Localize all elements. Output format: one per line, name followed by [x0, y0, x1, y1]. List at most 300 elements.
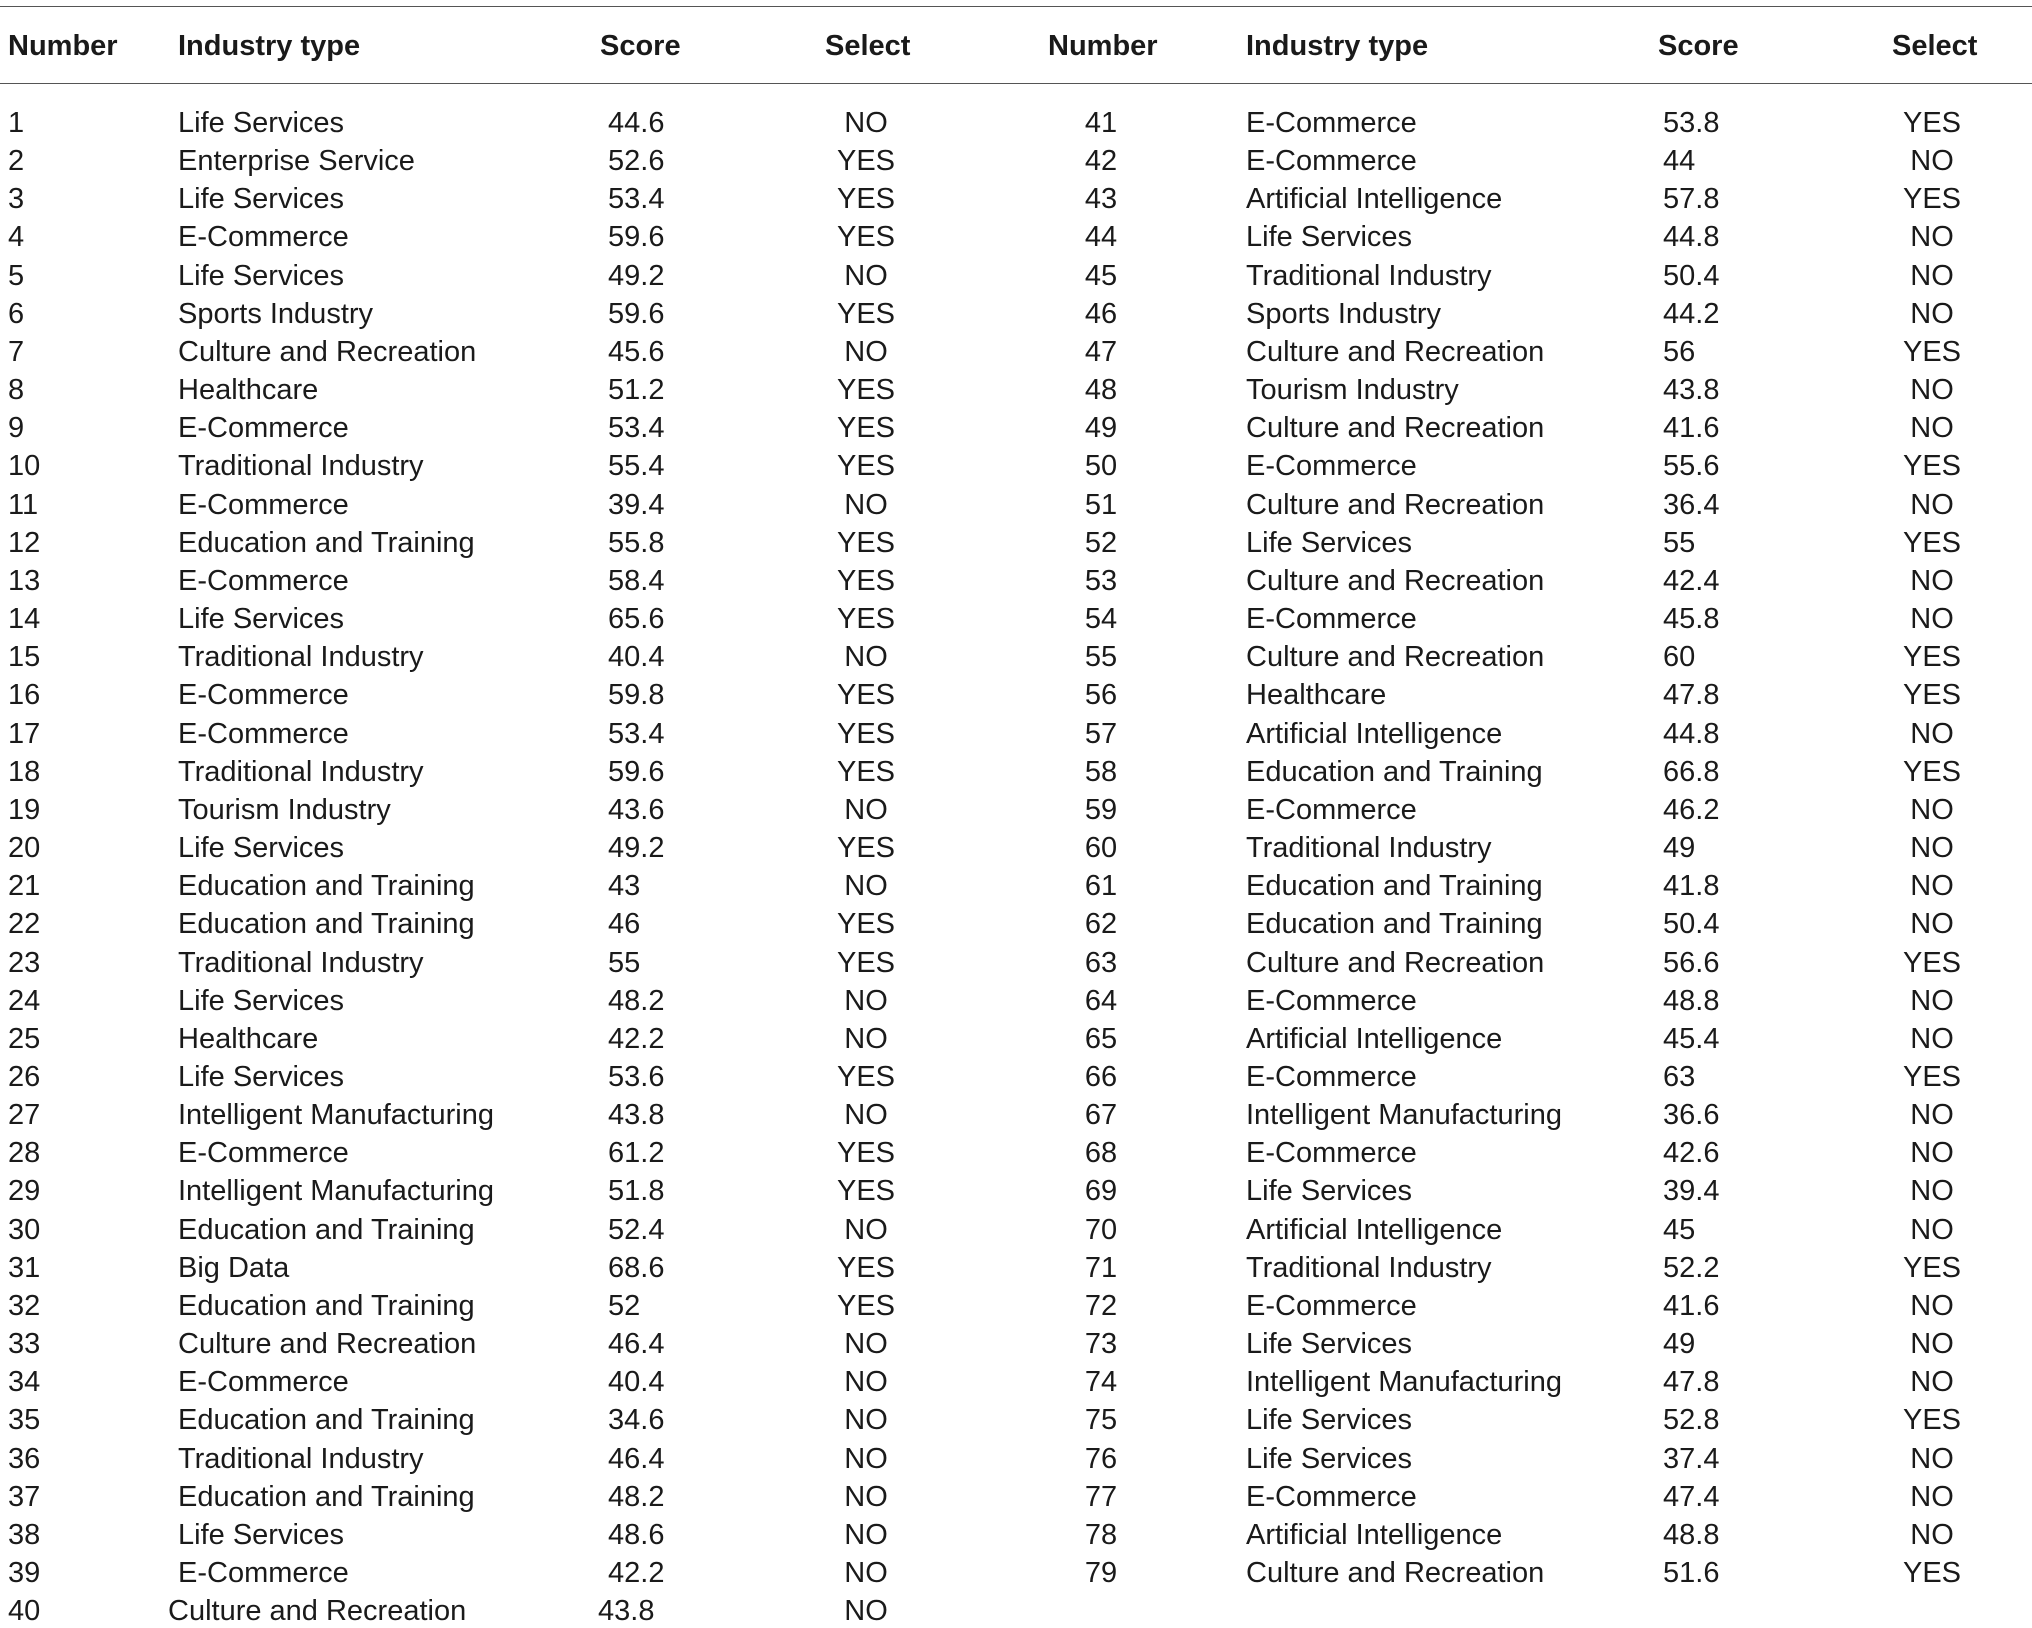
row-industry-type: Artificial Intelligence [1246, 717, 1503, 750]
row-number: 23 [8, 946, 41, 979]
row-number: 34 [8, 1366, 41, 1399]
row-industry-type: Traditional Industry [178, 641, 424, 674]
row-industry-type: Big Data [178, 1251, 290, 1284]
row-select: YES [836, 946, 896, 979]
row-industry-type: Artificial Intelligence [1246, 1518, 1503, 1551]
row-score: 55 [608, 946, 641, 979]
header-number-right: Number [1048, 30, 1158, 62]
row-number: 70 [1084, 1213, 1118, 1246]
row-select: NO [1910, 717, 1954, 750]
row-select: YES [836, 412, 896, 445]
row-select: NO [844, 488, 888, 521]
row-industry-type: Culture and Recreation [178, 335, 477, 368]
row-number: 29 [8, 1175, 41, 1208]
row-select: YES [836, 1137, 896, 1170]
row-number: 16 [8, 679, 41, 712]
row-score: 40.4 [608, 641, 665, 674]
row-score: 48.8 [1663, 984, 1720, 1017]
row-score: 46.2 [1663, 793, 1720, 826]
row-select: YES [836, 832, 896, 865]
row-number: 32 [8, 1289, 41, 1322]
row-score: 66.8 [1663, 755, 1720, 788]
row-select: NO [1910, 1175, 1954, 1208]
row-score: 41.6 [1663, 412, 1720, 445]
row-number: 33 [8, 1328, 41, 1361]
row-score: 53.4 [608, 183, 665, 216]
row-score: 59.6 [608, 755, 665, 788]
row-industry-type: E-Commerce [1246, 1137, 1417, 1170]
row-industry-type: E-Commerce [1246, 603, 1417, 636]
row-select: NO [844, 1480, 888, 1513]
row-industry-type: Culture and Recreation [1246, 564, 1545, 597]
row-score: 48.2 [608, 984, 665, 1017]
row-industry-type: E-Commerce [178, 1366, 349, 1399]
row-number: 46 [1084, 297, 1118, 330]
row-score: 47.8 [1663, 1366, 1720, 1399]
row-select: NO [844, 793, 888, 826]
row-number: 25 [8, 1022, 41, 1055]
row-industry-type: E-Commerce [1246, 145, 1417, 178]
row-score: 60 [1663, 641, 1696, 674]
row-select: NO [844, 107, 888, 139]
row-score: 34.6 [608, 1404, 665, 1437]
row-industry-type: Life Services [178, 107, 345, 139]
row-select: NO [1910, 793, 1954, 826]
row-number: 72 [1084, 1289, 1118, 1322]
row-select: YES [836, 1061, 896, 1093]
row-select: YES [836, 755, 896, 788]
row-industry-type: Artificial Intelligence [1246, 183, 1503, 216]
row-number: 48 [1084, 374, 1118, 407]
row-select: YES [836, 679, 896, 712]
row-score: 36.6 [1663, 1099, 1720, 1132]
row-number: 37 [8, 1480, 41, 1513]
row-score: 65.6 [608, 603, 665, 636]
row-score: 43.6 [608, 793, 665, 826]
row-industry-type: Education and Training [1246, 755, 1543, 788]
table-header-rule [0, 83, 2032, 84]
row-select: NO [1910, 1213, 1954, 1246]
row-select: YES [1902, 1251, 1962, 1284]
row-score: 43.8 [1663, 374, 1720, 407]
row-number: 20 [8, 832, 41, 865]
row-industry-type: E-Commerce [178, 412, 349, 445]
header-score-left: Score [600, 30, 681, 62]
row-number: 62 [1084, 908, 1118, 941]
row-number: 2 [8, 145, 25, 178]
row-select: NO [844, 1518, 888, 1551]
row-select: YES [836, 564, 896, 597]
row-industry-type: Culture and Recreation [1246, 641, 1545, 674]
row-industry-type: Artificial Intelligence [1246, 1022, 1503, 1055]
row-score: 43.8 [598, 1595, 655, 1628]
row-score: 56 [1663, 335, 1696, 368]
row-industry-type: E-Commerce [1246, 793, 1417, 826]
row-score: 59.6 [608, 297, 665, 330]
row-industry-type: Life Services [178, 259, 345, 292]
row-score: 47.8 [1663, 679, 1720, 712]
row-select: NO [844, 1404, 888, 1437]
row-score: 46.4 [608, 1442, 665, 1475]
row-number: 75 [1084, 1404, 1118, 1437]
row-industry-type: E-Commerce [1246, 984, 1417, 1017]
row-score: 51.6 [1663, 1557, 1720, 1590]
row-score: 46.4 [608, 1328, 665, 1361]
row-score: 44.8 [1663, 717, 1720, 750]
row-industry-type: Life Services [1246, 526, 1413, 559]
row-score: 50.4 [1663, 908, 1720, 941]
row-number: 5 [8, 259, 25, 292]
row-number: 18 [8, 755, 41, 788]
row-score: 44.6 [608, 107, 665, 139]
row-score: 45.4 [1663, 1022, 1720, 1055]
row-score: 49.2 [608, 832, 665, 865]
row-score: 39.4 [1663, 1175, 1720, 1208]
row-number: 26 [8, 1061, 41, 1093]
row-industry-type: E-Commerce [178, 717, 349, 750]
row-number: 43 [1084, 183, 1118, 216]
row-select: YES [1902, 946, 1962, 979]
row-select: YES [836, 145, 896, 178]
row-score: 45.6 [608, 335, 665, 368]
row-select: YES [836, 183, 896, 216]
row-industry-type: Life Services [1246, 1442, 1413, 1475]
row-select: YES [836, 603, 896, 636]
row-industry-type: Life Services [1246, 1175, 1413, 1208]
row-industry-type: E-Commerce [178, 679, 349, 712]
row-industry-type: Education and Training [178, 526, 475, 559]
row-industry-type: Life Services [178, 603, 345, 636]
row-number: 59 [1084, 793, 1118, 826]
row-score: 51.2 [608, 374, 665, 407]
row-number: 8 [8, 374, 25, 407]
row-score: 45 [1663, 1213, 1696, 1246]
row-industry-type: Life Services [1246, 221, 1413, 254]
row-select: NO [1910, 412, 1954, 445]
row-number: 21 [8, 870, 41, 903]
row-select: NO [844, 1022, 888, 1055]
row-select: NO [844, 1213, 888, 1246]
row-select: NO [1910, 603, 1954, 636]
row-score: 44 [1663, 145, 1696, 178]
header-number-left: Number [8, 30, 118, 62]
row-industry-type: Tourism Industry [1246, 374, 1459, 407]
row-score: 49.2 [608, 259, 665, 292]
row-select: NO [1910, 1328, 1954, 1361]
row-score: 48.6 [608, 1518, 665, 1551]
row-industry-type: E-Commerce [1246, 1061, 1417, 1093]
row-score: 55.4 [608, 450, 665, 483]
row-industry-type: Education and Training [178, 1289, 475, 1322]
row-select: YES [836, 717, 896, 750]
row-industry-type: E-Commerce [178, 1557, 349, 1590]
row-select: NO [1910, 1137, 1954, 1170]
row-select: YES [836, 450, 896, 483]
row-number: 28 [8, 1137, 41, 1170]
row-number: 30 [8, 1213, 41, 1246]
row-number: 35 [8, 1404, 41, 1437]
row-industry-type: Life Services [178, 832, 345, 865]
row-number: 45 [1084, 259, 1118, 292]
row-industry-type: Education and Training [178, 1480, 475, 1513]
row-score: 52.4 [608, 1213, 665, 1246]
row-select: YES [1902, 1404, 1962, 1437]
row-score: 41.6 [1663, 1289, 1720, 1322]
row-number: 55 [1084, 641, 1118, 674]
row-score: 55.8 [608, 526, 665, 559]
row-score: 55 [1663, 526, 1696, 559]
row-select: YES [836, 908, 896, 941]
row-score: 45.8 [1663, 603, 1720, 636]
row-number: 39 [8, 1557, 41, 1590]
row-select: NO [844, 1595, 888, 1628]
row-score: 42.2 [608, 1557, 665, 1590]
row-industry-type: Traditional Industry [1246, 832, 1492, 865]
row-select: NO [844, 1557, 888, 1590]
row-score: 48.2 [608, 1480, 665, 1513]
row-score: 46 [608, 908, 641, 941]
row-select: YES [1902, 183, 1962, 216]
row-number: 44 [1084, 221, 1118, 254]
row-score: 52 [608, 1289, 641, 1322]
row-industry-type: Culture and Recreation [178, 1328, 477, 1361]
row-score: 39.4 [608, 488, 665, 521]
row-select: YES [1902, 1061, 1962, 1093]
row-score: 51.8 [608, 1175, 665, 1208]
row-select: YES [1902, 641, 1962, 674]
row-score: 44.2 [1663, 297, 1720, 330]
row-score: 61.2 [608, 1137, 665, 1170]
row-industry-type: Culture and Recreation [1246, 946, 1545, 979]
row-number: 50 [1084, 450, 1118, 483]
row-industry-type: Sports Industry [1246, 297, 1442, 330]
row-score: 53.6 [608, 1061, 665, 1093]
row-industry-type: Enterprise Service [178, 145, 415, 178]
row-score: 52.6 [608, 145, 665, 178]
row-number: 27 [8, 1099, 41, 1132]
row-industry-type: Sports Industry [178, 297, 374, 330]
row-select: NO [844, 259, 888, 292]
row-industry-type: E-Commerce [178, 564, 349, 597]
row-number: 60 [1084, 832, 1118, 865]
row-score: 63 [1663, 1061, 1696, 1093]
row-score: 55.6 [1663, 450, 1720, 483]
row-number: 63 [1084, 946, 1118, 979]
row-score: 59.8 [608, 679, 665, 712]
row-number: 69 [1084, 1175, 1118, 1208]
row-number: 53 [1084, 564, 1118, 597]
row-number: 77 [1084, 1480, 1118, 1513]
row-select: YES [836, 1251, 896, 1284]
row-number: 61 [1084, 870, 1118, 903]
row-industry-type: Traditional Industry [178, 450, 424, 483]
row-select: NO [844, 641, 888, 674]
row-number: 49 [1084, 412, 1118, 445]
row-industry-type: Culture and Recreation [1246, 488, 1545, 521]
row-select: YES [836, 374, 896, 407]
row-number: 13 [8, 564, 41, 597]
row-number: 79 [1084, 1557, 1118, 1590]
row-score: 42.2 [608, 1022, 665, 1055]
row-score: 56.6 [1663, 946, 1720, 979]
row-select: YES [1902, 526, 1962, 559]
row-select: NO [1910, 1442, 1954, 1475]
row-number: 3 [8, 183, 25, 216]
row-industry-type: Traditional Industry [1246, 259, 1492, 292]
row-industry-type: E-Commerce [1246, 450, 1417, 483]
row-number: 68 [1084, 1137, 1118, 1170]
row-number: 6 [8, 297, 25, 330]
row-select: NO [1910, 1518, 1954, 1551]
row-number: 10 [8, 450, 41, 483]
row-number: 76 [1084, 1442, 1118, 1475]
row-select: NO [844, 984, 888, 1017]
row-number: 11 [8, 488, 39, 521]
row-select: YES [1902, 679, 1962, 712]
row-select: YES [836, 1175, 896, 1208]
row-industry-type: Healthcare [178, 374, 319, 407]
row-select: YES [836, 221, 896, 254]
row-industry-type: E-Commerce [178, 1137, 349, 1170]
row-industry-type: Traditional Industry [178, 946, 424, 979]
row-industry-type: Life Services [1246, 1404, 1413, 1437]
row-select: NO [1910, 1480, 1954, 1513]
row-industry-type: Life Services [178, 1061, 345, 1093]
row-select: NO [1910, 1099, 1954, 1132]
row-industry-type: Healthcare [178, 1022, 319, 1055]
row-select: NO [1910, 488, 1954, 521]
row-select: NO [1910, 908, 1954, 941]
row-select: NO [844, 335, 888, 368]
row-industry-type: Artificial Intelligence [1246, 1213, 1503, 1246]
header-select-left: Select [825, 30, 911, 62]
row-score: 50.4 [1663, 259, 1720, 292]
row-number: 9 [8, 412, 25, 445]
row-select: NO [1910, 221, 1954, 254]
row-score: 53.4 [608, 717, 665, 750]
row-industry-type: Life Services [178, 183, 345, 216]
row-select: NO [844, 870, 888, 903]
row-number: 7 [8, 335, 25, 368]
row-select: NO [844, 1366, 888, 1399]
row-number: 42 [1084, 145, 1118, 178]
row-number: 40 [8, 1595, 41, 1628]
row-number: 74 [1084, 1366, 1118, 1399]
row-select: NO [1910, 1022, 1954, 1055]
row-select: NO [844, 1099, 888, 1132]
row-score: 37.4 [1663, 1442, 1720, 1475]
row-select: NO [1910, 984, 1954, 1017]
row-select: NO [1910, 1366, 1954, 1399]
row-number: 71 [1084, 1251, 1118, 1284]
row-industry-type: Culture and Recreation [1246, 1557, 1545, 1590]
row-score: 41.8 [1663, 870, 1720, 903]
row-number: 65 [1084, 1022, 1118, 1055]
row-score: 43 [608, 870, 641, 903]
row-industry-type: Education and Training [178, 870, 475, 903]
row-industry-type: Intelligent Manufacturing [1246, 1099, 1562, 1132]
row-number: 67 [1084, 1099, 1118, 1132]
row-number: 54 [1084, 603, 1118, 636]
header-industry-type-left: Industry type [178, 30, 361, 62]
row-number: 19 [8, 793, 41, 826]
row-number: 22 [8, 908, 41, 941]
row-select: YES [1902, 107, 1962, 139]
row-score: 42.4 [1663, 564, 1720, 597]
row-select: NO [1910, 870, 1954, 903]
row-industry-type: Intelligent Manufacturing [178, 1175, 494, 1208]
row-number: 17 [8, 717, 41, 750]
row-number: 52 [1084, 526, 1118, 559]
row-industry-type: Life Services [1246, 1328, 1413, 1361]
row-score: 59.6 [608, 221, 665, 254]
row-industry-type: Traditional Industry [178, 1442, 424, 1475]
row-number: 41 [1084, 107, 1118, 139]
row-number: 66 [1084, 1061, 1118, 1093]
row-industry-type: Culture and Recreation [168, 1595, 467, 1628]
row-score: 57.8 [1663, 183, 1720, 216]
row-industry-type: Education and Training [178, 1213, 475, 1246]
row-score: 52.2 [1663, 1251, 1720, 1284]
row-industry-type: Intelligent Manufacturing [178, 1099, 494, 1132]
row-number: 78 [1084, 1518, 1118, 1551]
row-number: 31 [8, 1251, 41, 1284]
row-select: NO [1910, 1289, 1954, 1322]
row-number: 58 [1084, 755, 1118, 788]
row-industry-type: Culture and Recreation [1246, 335, 1545, 368]
row-score: 47.4 [1663, 1480, 1720, 1513]
row-number: 56 [1084, 679, 1118, 712]
row-select: NO [1910, 564, 1954, 597]
row-score: 52.8 [1663, 1404, 1720, 1437]
row-number: 14 [8, 603, 41, 636]
row-industry-type: Traditional Industry [178, 755, 424, 788]
row-score: 43.8 [608, 1099, 665, 1132]
header-industry-type-right: Industry type [1246, 30, 1429, 62]
row-industry-type: Education and Training [1246, 870, 1543, 903]
row-industry-type: Life Services [178, 984, 345, 1017]
row-number: 36 [8, 1442, 41, 1475]
row-industry-type: Traditional Industry [1246, 1251, 1492, 1284]
header-score-right: Score [1658, 30, 1739, 62]
row-industry-type: Education and Training [178, 1404, 475, 1437]
row-number: 1 [8, 107, 25, 139]
row-number: 57 [1084, 717, 1118, 750]
row-select: NO [1910, 259, 1954, 292]
row-score: 58.4 [608, 564, 665, 597]
row-score: 49 [1663, 1328, 1696, 1361]
row-industry-type: E-Commerce [1246, 1480, 1417, 1513]
row-number: 24 [8, 984, 41, 1017]
row-select: NO [1910, 297, 1954, 330]
row-select: NO [1910, 145, 1954, 178]
row-industry-type: Healthcare [1246, 679, 1387, 712]
row-industry-type: Education and Training [178, 908, 475, 941]
row-select: YES [836, 526, 896, 559]
row-score: 48.8 [1663, 1518, 1720, 1551]
row-number: 12 [8, 526, 41, 559]
row-number: 51 [1084, 488, 1118, 521]
row-select: NO [1910, 832, 1954, 865]
row-select: NO [1910, 374, 1954, 407]
row-number: 15 [8, 641, 41, 674]
row-select: YES [1902, 450, 1962, 483]
row-industry-type: Tourism Industry [178, 793, 391, 826]
row-number: 64 [1084, 984, 1118, 1017]
row-score: 53.4 [608, 412, 665, 445]
row-industry-type: Intelligent Manufacturing [1246, 1366, 1562, 1399]
row-industry-type: E-Commerce [1246, 107, 1417, 139]
